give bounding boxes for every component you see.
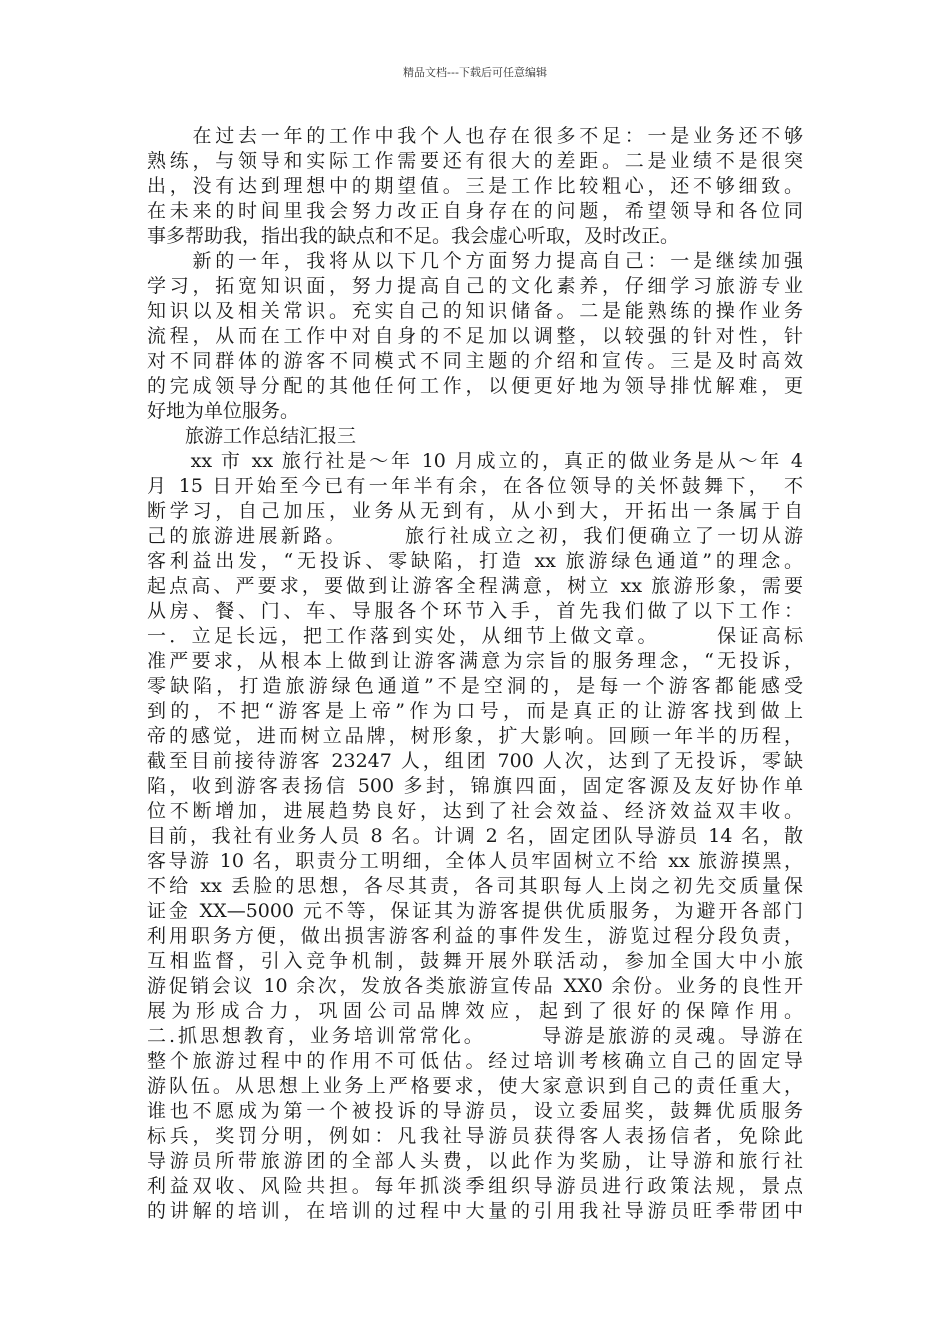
text-line: 知识以及相关常识。充实自己的知识储备。二是能熟练的操作业务 <box>147 300 803 322</box>
text-line: 好地为单位服务。 <box>147 400 300 422</box>
text-line: 互相监督，引入竞争机制，鼓舞开展外联活动，参加全国大中小旅 <box>147 950 803 972</box>
text-line: 对不同群体的游客不同模式不同主题的介绍和宣传。三是及时高效 <box>147 350 803 372</box>
text-line: 谁也不愿成为第一个被投诉的导游员，设立委屈奖，鼓舞优质服务 <box>147 1100 803 1122</box>
text-line: 从房、餐、门、车、导服各个环节入手，首先我们做了以下工作： <box>147 600 803 622</box>
text-line: 目前，我社有业务人员 8 名。计调 2 名，固定团队导游员 14 名，散 <box>147 825 803 847</box>
text-line: 利益双收、风险共担。每年抓淡季组织导游员进行政策法规，景点 <box>147 1175 803 1197</box>
text-line: 证金 XX—5000 元不等，保证其为游客提供优质服务，为避开各部门 <box>147 900 803 922</box>
text-line: 截至目前接待游客 23247 人，组团 700 人次，达到了无投诉，零缺 <box>147 750 803 772</box>
text-line: 准严要求，从根本上做到让游客满意为宗旨的服务理念，“无投诉， <box>147 650 803 672</box>
text-line: 标兵，奖罚分明，例如：凡我社导游员获得客人表扬信者，免除此 <box>147 1125 803 1147</box>
text-line: 二.抓思想教育，业务培训常常化。 导游是旅游的灵魂。导游在 <box>147 1025 803 1047</box>
text-line: 流程，从而在工作中对自身的不足加以调整，以较强的针对性，针 <box>147 325 803 347</box>
document-body <box>147 124 803 1224</box>
text-line: 客利益出发，“无投诉、零缺陷，打造 xx 旅游绿色通道”的理念。 <box>147 550 803 572</box>
text-line: 事多帮助我，指出我的缺点和不足。我会虚心听取，及时改正。 <box>147 225 680 247</box>
text-line: 利用职务方便，做出损害游客利益的事件发生，游览过程分段负责， <box>147 925 803 947</box>
text-line: 导游员所带旅游团的全部人头费，以此作为奖励，让导游和旅行社 <box>147 1150 803 1172</box>
text-line: 整个旅游过程中的作用不可低估。经过培训考核确立自己的固定导 <box>147 1050 803 1072</box>
text-line: 游队伍。从思想上业务上严格要求，使大家意识到自己的责任重大， <box>147 1075 803 1097</box>
text-line: 不给 xx 丢脸的思想，各尽其责，各司其职每人上岗之初先交质量保 <box>147 875 803 897</box>
text-line: 熟练，与领导和实际工作需要还有很大的差距。二是业绩不是很突 <box>147 150 803 172</box>
text-line: 一．立足长远，把工作落到实处，从细节上做文章。 保证高标 <box>147 625 803 647</box>
text-line: 位不断增加，进展趋势良好，达到了社会效益、经济效益双丰收。 <box>147 800 803 822</box>
text-line: xx 市 xx 旅行社是～年 10 月成立的，真正的做业务是从～年 4 <box>147 450 803 472</box>
text-line: 己的旅游进展新路。 旅行社成立之初，我们便确立了一切从游 <box>147 525 803 547</box>
text-line: 月 15 日开始至今已有一年半有余，在各位领导的关怀鼓舞下， 不 <box>147 475 803 497</box>
text-line: 学习，拓宽知识面，努力提高自己的文化素养，仔细学习旅游专业 <box>147 275 803 297</box>
text-line: 到的，不把“游客是上帝”作为口号，而是真正的让游客找到做上 <box>147 700 803 722</box>
text-line: 展为形成合力，巩固公司品牌效应，起到了很好的保障作用。 <box>147 1000 803 1022</box>
page-header: 精品文档---下载后可任意编辑 <box>403 66 547 79</box>
text-line: 起点高、严要求，要做到让游客全程满意，树立 xx 旅游形象，需要 <box>147 575 803 597</box>
text-line: 客导游 10 名，职责分工明细，全体人员牢固树立不给 xx 旅游摸黑， <box>147 850 803 872</box>
text-line: 陷，收到游客表扬信 500 多封，锦旗四面，固定客源及友好协作单 <box>147 775 803 797</box>
text-line: 断学习，自己加压，业务从无到有，从小到大，开拓出一条属于自 <box>147 500 803 522</box>
text-line: 在未来的时间里我会努力改正自身存在的问题，希望领导和各位同 <box>147 200 803 222</box>
text-line: 游促销会议 10 余次，发放各类旅游宣传品 XX0 余份。业务的良性开 <box>147 975 803 997</box>
text-line: 在过去一年的工作中我个人也存在很多不足：一是业务还不够 <box>147 125 803 147</box>
text-line: 零缺陷，打造旅游绿色通道”不是空洞的，是每一个游客都能感受 <box>147 675 803 697</box>
text-line: 新的一年，我将从以下几个方面努力提高自己：一是继续加强 <box>147 250 803 272</box>
text-line: 的完成领导分配的其他任何工作，以便更好地为领导排忧解难，更 <box>147 375 803 397</box>
text-line: 旅游工作总结汇报三 <box>147 425 357 447</box>
text-line: 出，没有达到理想中的期望值。三是工作比较粗心，还不够细致。 <box>147 175 803 197</box>
text-line: 帝的感觉，进而树立品牌，树形象，扩大影响。回顾一年半的历程， <box>147 725 803 747</box>
text-line: 的讲解的培训，在培训的过程中大量的引用我社导游员旺季带团中 <box>147 1200 803 1222</box>
